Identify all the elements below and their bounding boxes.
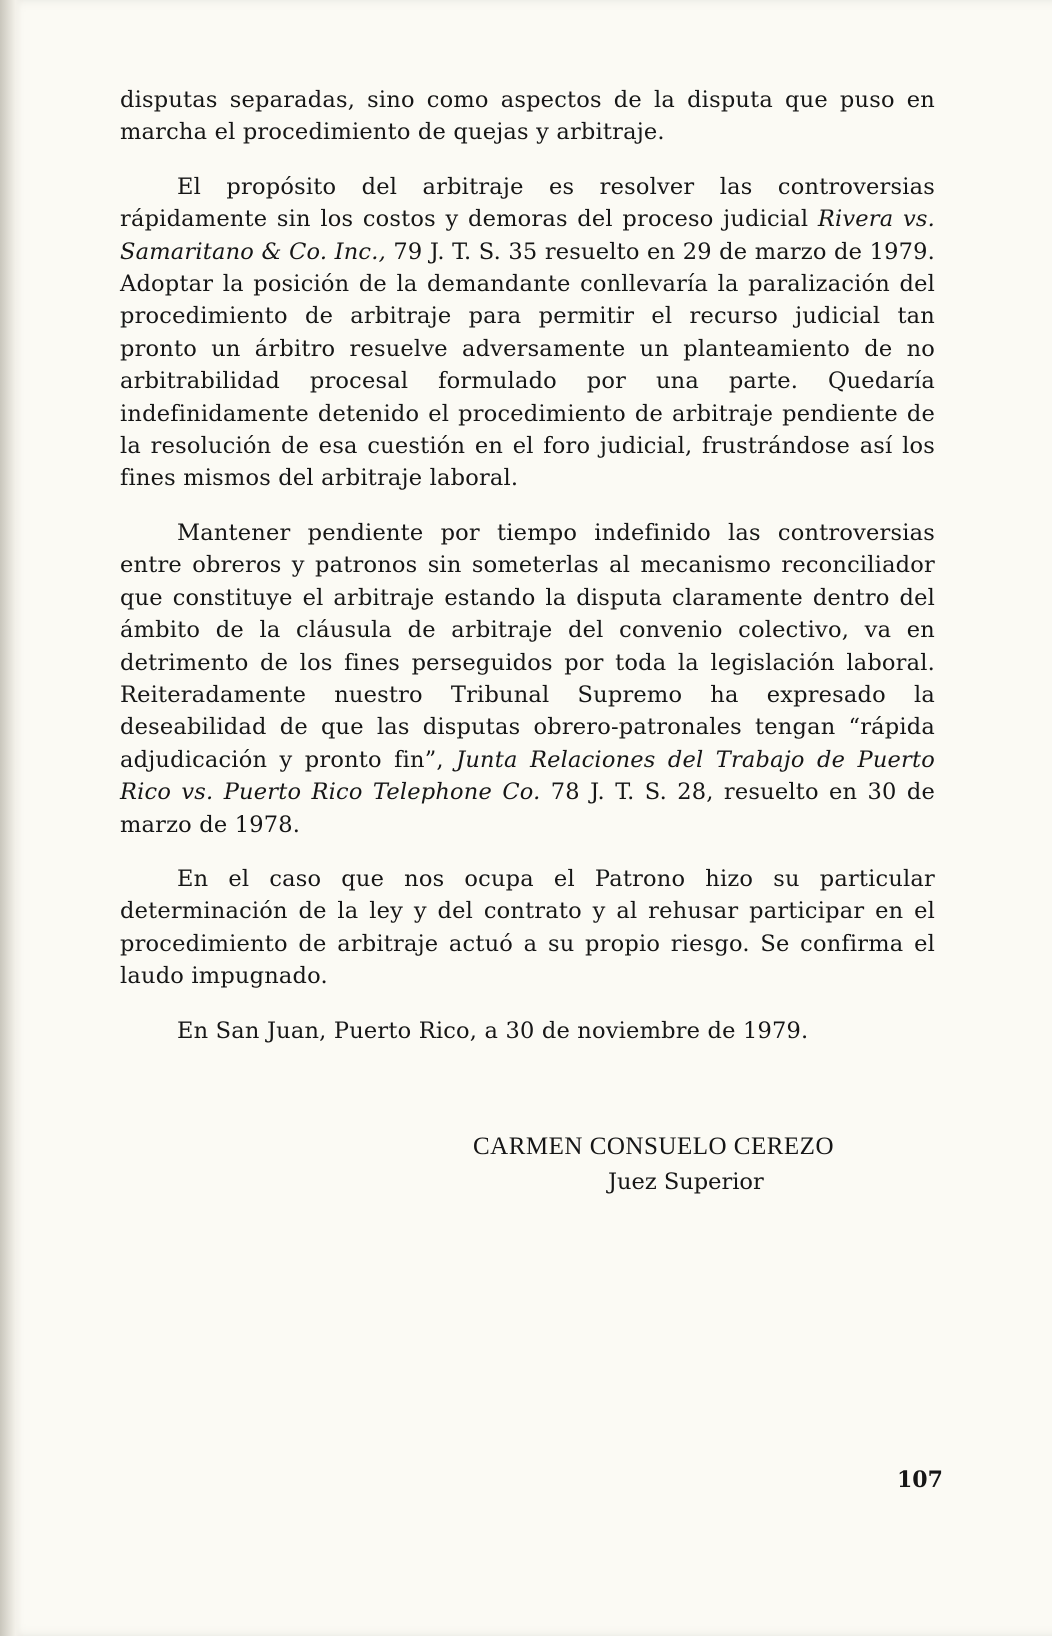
paragraph-3-text-end: 78 J. T. S. 28, resuelto en 30 de marzo de 1978.	[120, 779, 935, 838]
paragraph-2-text-end: 79 J. T. S. 35 resuelto en 29 de marzo de 1979. Adoptar la posición de la demandante conllevaría la paralización del procedimiento de arbitraje para permitir el recurso judicial tan pronto un árbitro resuelve adversamente un planteamiento de no arbitrabilidad procesal formulado por una parte. Quedaría indefinidamente detenido el procedimiento de arbitraje pendiente de la resolución de esa cuestión en el foro judicial, frustrándose así los fines mismos del arbitraje laboral.	[120, 238, 935, 492]
case-citation-junta: Junta Relaciones del Trabajo de Puerto Rico vs. Puerto Rico Telephone Co.	[120, 746, 935, 806]
paragraph-1-text: disputas separadas, sino como aspectos de la disputa que puso en marcha el procedimiento de quejas y arbitraje.	[120, 87, 935, 146]
date-line	[120, 1015, 935, 1047]
signature-name: CARMEN CONSUELO CEREZO	[473, 1133, 835, 1160]
signature-title: Juez Superior	[608, 1169, 764, 1195]
paragraph-2	[120, 171, 935, 495]
paragraph-4	[120, 863, 935, 993]
paragraph-3-text-start: Mantener pendiente por tiempo indefinido las controversias entre obreros y patronos sin someterlas al mecanismo reconciliador que constituye el arbitraje estando la disputa claramente dentro del ámbito de la cláusula de arbitraje del convenio colectivo, va en detrimento de los fines perseguidos por toda la legislación laboral. Reiteradamente nuestro Tribunal Supremo ha expresado la deseabilidad de que las disputas obrero-patronales tengan “rápida adjudicación y pronto fin”,	[120, 519, 935, 773]
paragraph-2-text-start: El propósito del arbitraje es resolver las controversias rápidamente sin los costos y demoras del proceso judicial	[120, 173, 935, 233]
paragraph-1	[120, 84, 935, 149]
case-citation-rivera: Rivera vs. Samaritano & Co. Inc.,	[120, 206, 935, 265]
page-number: 107	[897, 1467, 943, 1493]
paragraph-4-text: En el caso que nos ocupa el Patrono hizo su particular determinación de la ley y del contrato y al rehusar participar en el procedimiento de arbitraje actuó a su propio riesgo. Se confirma el laudo impugnado.	[120, 865, 935, 990]
body-text	[120, 84, 935, 1047]
date-line-text: En San Juan, Puerto Rico, a 30 de noviembre de 1979.	[177, 1017, 809, 1044]
paragraph-3	[120, 517, 935, 841]
